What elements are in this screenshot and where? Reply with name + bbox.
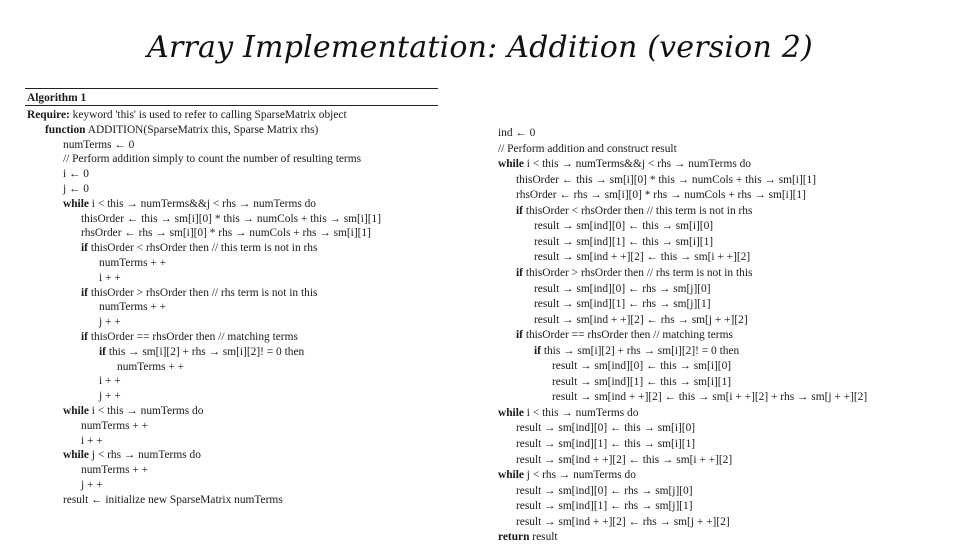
algorithm-line: thisOrder ← this → sm[i][0] * this → numCols + this → sm[i][1] [81,212,382,225]
algorithm-line: result → sm[ind + +][2] ← this → sm[i + +][2] + rhs → sm[j + +][2] [552,391,868,404]
algorithm-line: while j < rhs → numTerms do [498,469,636,482]
algorithm-line: result → sm[ind + +][2] ← rhs → sm[j + +][2] [516,515,730,528]
algorithm-line: i + + [81,434,103,447]
algorithm-line: return result [498,531,558,544]
algorithm-line: if thisOrder == rhsOrder then // matching terms [516,329,733,342]
algorithm-header: Algorithm 1 [27,92,87,104]
algorithm-line: ind ← 0 [498,127,536,139]
algorithm-line: // Perform addition simply to count the number of resulting terms [63,153,362,166]
algorithm-line: rhsOrder ← rhs → sm[i][0] * rhs → numCols + rhs → sm[i][1] [81,227,371,240]
algorithm-line: Require: keyword 'this' is used to refer to calling SparseMatrix object [27,109,347,121]
algorithm-line: j + + [81,479,103,491]
algorithm-line: result → sm[ind + +][2] ← this → sm[i + +][2] [534,251,751,264]
algorithm-line: numTerms + + [81,464,149,477]
algorithm-line: if thisOrder > rhsOrder then // rhs term is not in this [81,286,318,299]
algorithm-line: result → sm[ind][1] ← this → sm[i][1] [534,235,714,248]
algorithm-top-rule [25,88,438,89]
algorithm-line: result → sm[ind][0] ← rhs → sm[j][0] [516,484,693,497]
algorithm-line: i ← 0 [63,168,89,181]
algorithm-line: result → sm[ind][0] ← this → sm[i][0] [534,220,714,233]
algorithm-line: numTerms + + [117,360,185,373]
algorithm-line: result → sm[ind][0] ← this → sm[i][0] [552,360,732,373]
algorithm-line: function ADDITION(SparseMatrix this, Sparse Matrix rhs) [45,123,319,136]
algorithm-line: numTerms + + [81,419,149,432]
algorithm-line: result → sm[ind][0] ← rhs → sm[j][0] [534,282,711,295]
algorithm-line: while i < this → numTerms&&j < rhs → numTerms do [498,158,751,171]
algorithm-line: if thisOrder > rhsOrder then // rhs term is not in this [516,266,753,279]
algorithm-line: result → sm[ind + +][2] ← rhs → sm[j + +][2] [534,313,748,326]
algorithm-line: while i < this → numTerms&&j < rhs → numTerms do [63,197,316,210]
algorithm-line: j ← 0 [63,183,89,195]
algorithm-line: result → sm[ind][1] ← rhs → sm[j][1] [516,500,693,513]
algorithm-line: j + + [99,316,121,329]
algorithm-line: i + + [99,375,121,388]
algorithm-line: if this → sm[i][2] + rhs → sm[i][2]! = 0 then [534,344,740,357]
algorithm-line: while j < rhs → numTerms do [63,449,201,462]
algorithm-line: j + + [99,390,121,403]
algorithm-line: result → sm[ind][0] ← this → sm[i][0] [516,422,696,435]
algorithm-line: if this → sm[i][2] + rhs → sm[i][2]! = 0 then [99,345,305,358]
algorithm-line: result → sm[ind][1] ← rhs → sm[j][1] [534,298,711,311]
algorithm-line: numTerms + + [99,257,167,269]
algorithm-line: while i < this → numTerms do [63,405,204,417]
algorithm-line: rhsOrder ← rhs → sm[i][0] * rhs → numCols + rhs → sm[i][1] [516,189,806,202]
algorithm-header-rule [25,105,438,106]
algorithm-line: result ← initialize new SparseMatrix numTerms [63,493,283,506]
algorithm-line: numTerms + + [99,301,167,314]
algorithm-line: result → sm[ind + +][2] ← this → sm[i + +][2] [516,453,733,466]
slide-title: Array Implementation: Addition (version 2) [147,30,813,65]
algorithm-line: numTerms ← 0 [63,138,135,151]
algorithm-line: // Perform addition and construct result [498,142,677,155]
algorithm-line: if thisOrder < rhsOrder then // this term is not in rhs [516,204,753,217]
algorithm-line: result → sm[ind][1] ← this → sm[i][1] [516,438,696,450]
algorithm-line: if thisOrder < rhsOrder then // this term is not in rhs [81,242,318,255]
algorithm-line: thisOrder ← this → sm[i][0] * this → numCols + this → sm[i][1] [516,173,817,186]
algorithm-line: if thisOrder == rhsOrder then // matching terms [81,331,298,343]
algorithm-line: i + + [99,271,121,284]
algorithm-line: result → sm[ind][1] ← this → sm[i][1] [552,375,732,388]
algorithm-line: while i < this → numTerms do [498,406,639,419]
